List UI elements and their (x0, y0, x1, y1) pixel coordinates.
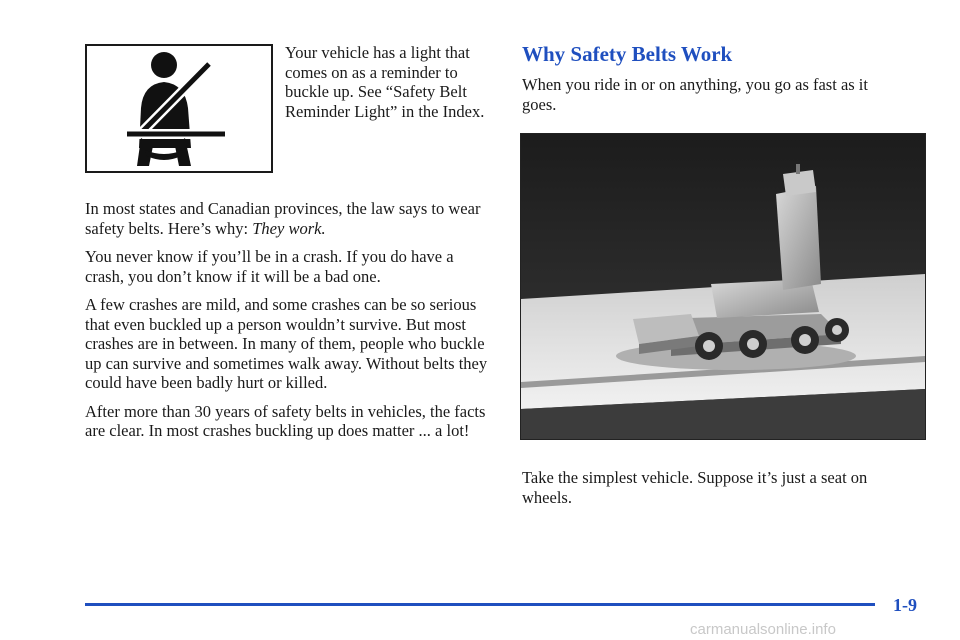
footer-rule (85, 603, 875, 606)
body-paragraph (85, 199, 490, 238)
photo-caption: Take the simplest vehicle. Suppose it’s just a seat on wheels. (522, 468, 868, 507)
seatbelt-icon-box (85, 44, 273, 173)
watermark: carmanualsonline.info (690, 621, 836, 638)
body-paragraph: After more than 30 years of safety belts in vehicles, the facts are clear. In most crashes buckling up does matter ... a lot! (85, 401, 486, 440)
intro-paragraph: When you ride in or on anything, you go as fast as it goes. (522, 75, 868, 114)
seatbelt-reminder-icon (87, 46, 271, 171)
body-paragraph: A few crashes are mild, and some crashes can be so serious that even buckled up a person wouldn’t survive. But most crashes are in between. In many of them, people who buckle up can survive and sometimes walk away. Without belts they could have been badly hurt or killed. (85, 295, 488, 392)
seat-on-wheels-photo (520, 133, 926, 440)
emphasis-text: They work. (252, 218, 326, 238)
body-paragraph: You never know if you’ll be in a crash. If you do have a crash, you don’t know if it will be a bad one. (85, 247, 454, 286)
page-number: 1-9 (893, 595, 917, 615)
left-body-text (85, 199, 490, 450)
icon-caption: Your vehicle has a light that comes on as a reminder to buckle up. See “Safety Belt Reminder Light” in the Index. (285, 43, 485, 121)
section-heading: Why Safety Belts Work (522, 42, 733, 66)
paragraph-text: In most states and Canadian provinces, the law says to wear safety belts. Here’s why: (85, 199, 481, 238)
seat-on-wheels-illustration (521, 134, 925, 439)
